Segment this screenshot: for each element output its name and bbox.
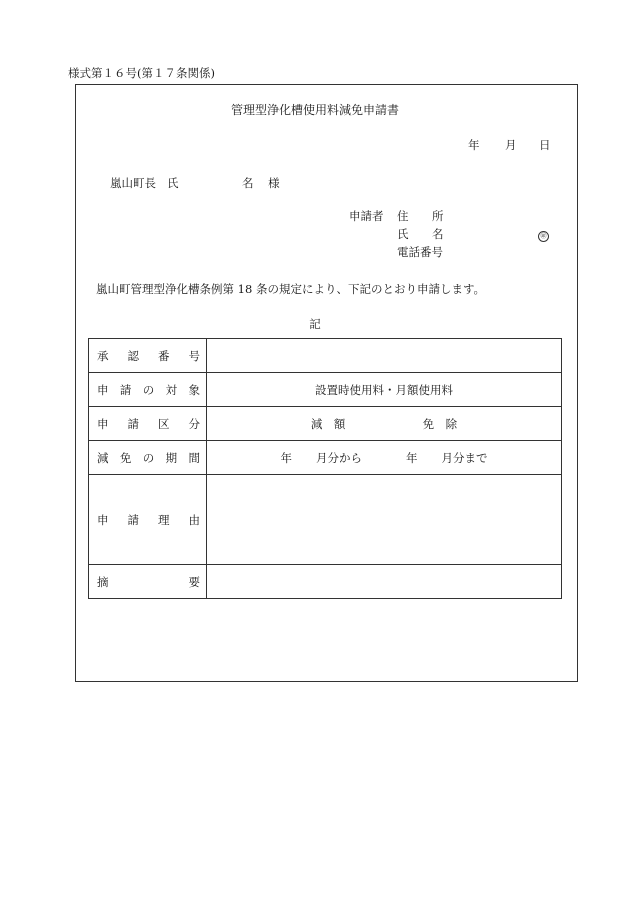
row-category <box>89 407 562 441</box>
row-approval-number <box>89 339 562 373</box>
addressee-sama: 様 <box>268 176 280 190</box>
row-target <box>89 373 562 407</box>
addressee-honorific-shi: 氏 <box>166 176 179 190</box>
remarks-field[interactable] <box>207 565 562 599</box>
target-label: 申 請 の 対 象 <box>89 373 207 407</box>
ki-heading: 記 <box>309 317 321 331</box>
category-option-reduction[interactable]: 減 額 <box>310 416 346 431</box>
addressee-name <box>242 178 280 190</box>
approval-number-field[interactable] <box>207 339 562 373</box>
date-month-label: 月 <box>505 138 517 152</box>
category-option-exemption[interactable]: 免 除 <box>422 416 458 431</box>
remarks-label: 摘 要 <box>89 565 207 599</box>
category-label: 申 請 区 分 <box>89 407 207 441</box>
row-period <box>89 441 562 475</box>
details-table <box>88 338 562 599</box>
target-value[interactable]: 設置時使用料・月額使用料 <box>207 373 562 407</box>
applicant-phone-label: 電話番号 <box>397 245 443 259</box>
applicant-address-char-1: 住 <box>397 209 409 223</box>
addressee-office <box>110 178 178 190</box>
applicant-name-char-1: 氏 <box>397 227 409 241</box>
addressee-name-label: 名 <box>242 176 254 190</box>
applicant-address-char-2: 所 <box>432 209 444 223</box>
applicant-name-char-2: 名 <box>432 227 444 241</box>
date-day-label: 日 <box>539 138 551 152</box>
approval-number-label: 承 認 番 号 <box>89 339 207 373</box>
category-options <box>207 407 562 441</box>
application-statement: 嵐山町管理型浄化槽条例第 18 条の規定により、下記のとおり申請します。 <box>96 282 486 296</box>
period-value[interactable]: 年 月分から 年 月分まで <box>207 441 562 475</box>
reason-field[interactable] <box>207 475 562 565</box>
addressee-office-name: 嵐山町長 <box>110 176 156 190</box>
row-remarks <box>89 565 562 599</box>
applicant-label: 申請者 <box>349 209 384 223</box>
seal-icon: ㊞ <box>538 229 549 242</box>
period-label: 減 免 の 期 間 <box>89 441 207 475</box>
form-number-label: 様式第１６号(第１７条関係) <box>68 66 215 80</box>
row-reason <box>89 475 562 565</box>
reason-label: 申 請 理 由 <box>89 475 207 565</box>
date-year-label: 年 <box>468 138 480 152</box>
document-title: 管理型浄化槽使用料減免申請書 <box>230 103 399 117</box>
